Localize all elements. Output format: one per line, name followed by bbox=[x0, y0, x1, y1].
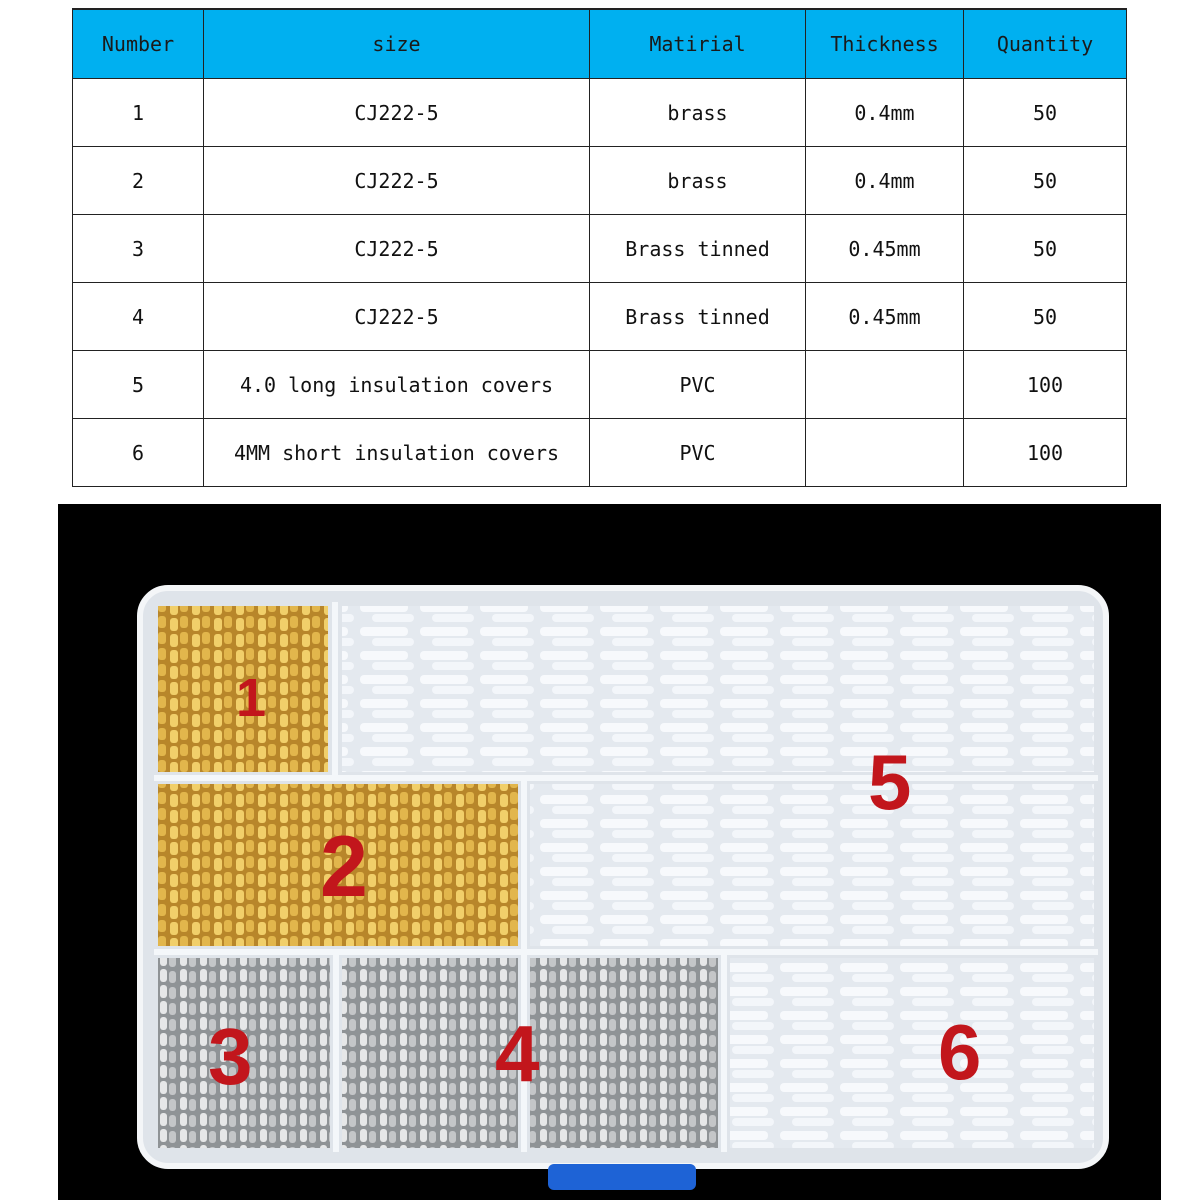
compartment-label-3: 3 bbox=[208, 1012, 253, 1101]
cell-thickness bbox=[806, 351, 964, 419]
cell-number: 3 bbox=[73, 215, 204, 283]
cell-thickness: 0.45mm bbox=[806, 215, 964, 283]
compartment-label-6: 6 bbox=[938, 1008, 982, 1096]
cell-thickness: 0.45mm bbox=[806, 283, 964, 351]
cell-material: brass bbox=[590, 79, 806, 147]
cell-material: PVC bbox=[590, 351, 806, 419]
cell-number: 2 bbox=[73, 147, 204, 215]
cell-quantity: 50 bbox=[964, 283, 1127, 351]
product-photo bbox=[58, 504, 1161, 1200]
compartment-label-1: 1 bbox=[236, 668, 267, 728]
cell-quantity: 50 bbox=[964, 147, 1127, 215]
compartment-label-5: 5 bbox=[868, 738, 912, 826]
cell-thickness: 0.4mm bbox=[806, 79, 964, 147]
organizer-box-illustration bbox=[58, 504, 1161, 1200]
compartment-4a bbox=[342, 958, 518, 1148]
table-row bbox=[73, 147, 1127, 215]
header-material: Matirial bbox=[590, 9, 806, 79]
cell-number: 5 bbox=[73, 351, 204, 419]
compartment-5-top bbox=[342, 606, 1094, 772]
cell-number: 4 bbox=[73, 283, 204, 351]
cell-material: PVC bbox=[590, 419, 806, 487]
cell-thickness bbox=[806, 419, 964, 487]
cell-material: brass bbox=[590, 147, 806, 215]
cell-quantity: 100 bbox=[964, 351, 1127, 419]
spec-table bbox=[72, 8, 1127, 487]
cell-number: 6 bbox=[73, 419, 204, 487]
table-row bbox=[73, 79, 1127, 147]
cell-size: 4MM short insulation covers bbox=[204, 419, 590, 487]
cell-quantity: 50 bbox=[964, 215, 1127, 283]
cell-size: CJ222-5 bbox=[204, 215, 590, 283]
cell-thickness: 0.4mm bbox=[806, 147, 964, 215]
header-thickness: Thickness bbox=[806, 9, 964, 79]
header-size: size bbox=[204, 9, 590, 79]
cell-number: 1 bbox=[73, 79, 204, 147]
table-header-row bbox=[73, 9, 1127, 79]
table-row bbox=[73, 215, 1127, 283]
compartment-label-4: 4 bbox=[495, 1009, 540, 1098]
cell-quantity: 50 bbox=[964, 79, 1127, 147]
table-row bbox=[73, 419, 1127, 487]
cell-size: CJ222-5 bbox=[204, 147, 590, 215]
table-row bbox=[73, 351, 1127, 419]
cell-material: Brass tinned bbox=[590, 215, 806, 283]
compartment-5 bbox=[530, 784, 1094, 946]
cell-size: 4.0 long insulation covers bbox=[204, 351, 590, 419]
compartment-6 bbox=[730, 958, 1094, 1148]
header-quantity: Quantity bbox=[964, 9, 1127, 79]
box-latch bbox=[548, 1164, 696, 1190]
cell-material: Brass tinned bbox=[590, 283, 806, 351]
cell-size: CJ222-5 bbox=[204, 79, 590, 147]
table-row bbox=[73, 283, 1127, 351]
compartment-4b bbox=[530, 958, 718, 1148]
cell-size: CJ222-5 bbox=[204, 283, 590, 351]
cell-quantity: 100 bbox=[964, 419, 1127, 487]
compartment-label-2: 2 bbox=[320, 819, 368, 915]
header-number: Number bbox=[73, 9, 204, 79]
